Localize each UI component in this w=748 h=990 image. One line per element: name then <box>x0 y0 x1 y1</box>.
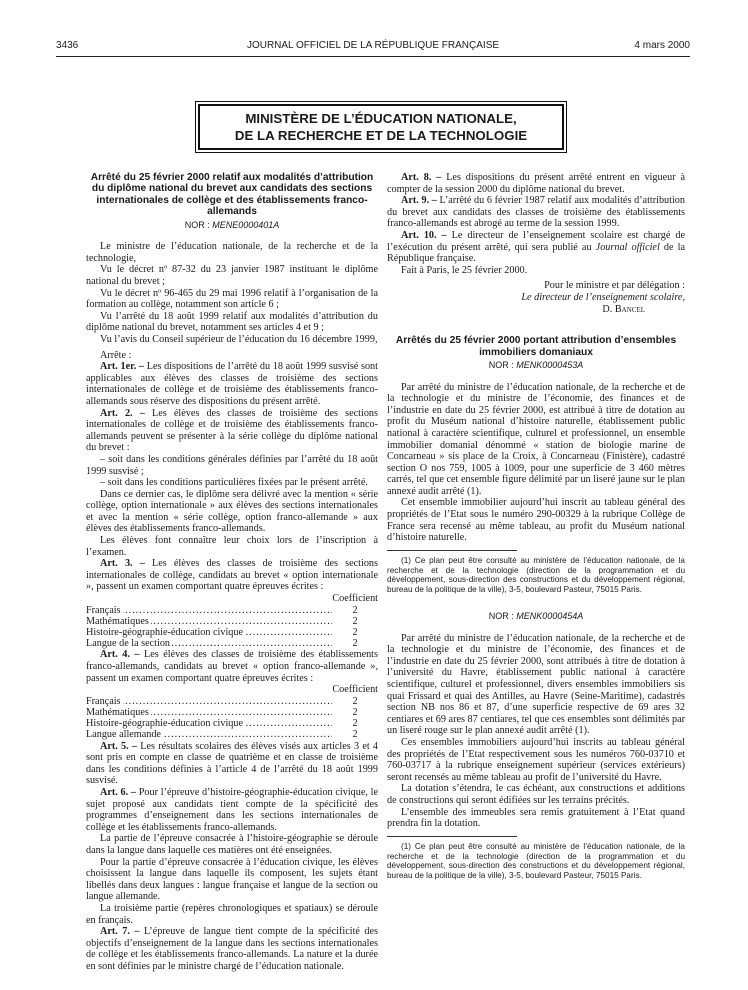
subject-label: Mathématiques <box>86 615 149 627</box>
table-row <box>86 627 378 638</box>
table-row <box>86 605 378 616</box>
header-rule <box>56 56 690 57</box>
preamble-line: Vu le décret nº 96-465 du 29 mai 1996 relatif à l’organisation de la formation au collège, notamment son article 6 ; <box>86 287 378 311</box>
table-row <box>86 729 378 740</box>
decree2-paragraph: La dotation s’étendra, le cas échéant, aux constructions et additions de constructions qui seront édifiées sur les terrains précités. <box>387 783 685 806</box>
table-row <box>86 718 378 729</box>
article-2-item: – soit dans les conditions générales définies par l’arrêté du 18 août 1999 susvisé ; <box>86 453 378 477</box>
nor-code: MENK0000454A <box>516 611 584 622</box>
article-5 <box>86 741 378 787</box>
footnote-rule <box>387 550 517 551</box>
article-6-paragraph: La partie de l’épreuve consacrée à l’histoire-géographie se déroule dans la langue dans laquelle ces matières ont été enseignées. <box>86 833 378 856</box>
article-9 <box>387 195 685 230</box>
nor-label: NOR : <box>184 219 213 230</box>
signature-line: Pour le ministre et par délégation : <box>544 280 685 292</box>
article-label: Art. 4. – <box>100 649 140 661</box>
right-column <box>387 172 685 881</box>
article-text: Pour l’épreuve d’histoire-géographie-éducation civique, le sujet proposé aux candidats tient compte de la spécificité des programmes d’enseignement dans les sections internationales de collège et les établissements franco-allemands. <box>86 787 378 833</box>
article-text: L’épreuve de langue tient compte de la spécificité des objectifs d’enseignement de la langue dans les sections internationales de collège et les établissements franco-allemands. La nature et la durée en sont définies par le ministre chargé de l’éducation nationale. <box>86 926 378 972</box>
article-2 <box>86 408 378 454</box>
preamble-line: Le ministre de l’éducation nationale, de la recherche et de la technologie, <box>86 241 378 264</box>
article-1 <box>86 361 378 407</box>
article-text: Les élèves des classes de troisième des sections internationales de collège, candidats au brevet « option internationale », passent un examen comportant quatre épreuves écrites : <box>86 558 378 593</box>
ministry-box <box>198 104 564 150</box>
article-6-paragraph: La troisième partie (repères chronologiques et spatiaux) se déroule en français. <box>86 902 378 926</box>
article-text: Le directeur de l’enseignement scolaire est chargé de l’exécution du présent arrêté, qui sera publié au <box>387 229 685 253</box>
article-6 <box>86 787 378 833</box>
article-text: Les élèves des classes de troisième des établissements franco-allemands, candidats au brevet « option franco-allemande », passent un examen comportant quatre épreuves écrites : <box>86 649 378 684</box>
article-4 <box>86 649 378 684</box>
art4-coefficient-table <box>86 696 378 741</box>
decree2-paragraph: Par arrêté du ministre de l’éducation nationale, de la recherche et de la technologie et du ministre de l’économie, des finances et de l’industrie en date du 25 février 2000, sont attribués à titre de dotation à l’université du Havre, établissement public national à caractère scientifique, culturel et professionnel, divers ensembles immobiliers sis quai Frissard et quai des Antilles, au Havre (Seine-Maritime), cadastrés section NB nos 86 et 87, d’une superficie respective de 69 ares 32 centiares et 69 ares 87 centiares, tel que ces ensembles sont délimités par un liseré rouge sur le plan annexé audit arrêté (1). <box>387 632 685 737</box>
journal-name: Journal officiel <box>595 241 660 253</box>
article-text: Les résultats scolaires des élèves visés aux articles 3 et 4 sont pris en compte en classe de quatrième et en classe de troisième dans les conditions définies à l’article 4 de l’arrêté du 18 août 1999 susvisé. <box>86 740 378 787</box>
subject-label: Français <box>86 604 121 616</box>
coefficient-header: Coefficient <box>332 684 378 696</box>
article-2-item: – soit dans les conditions particulières fixées par le présent arrêté. <box>100 477 368 489</box>
footnote: (1) Ce plan peut être consulté au ministère de l’éducation nationale, de la recherche et de la technologie (direction de la programmation et du développement, sous-direction des constructions et du développement régional, bureau de la politique de la ville), 3-5, boulevard Pasteur, 75015 Paris. <box>387 841 685 881</box>
decree1-nor <box>86 220 378 232</box>
ministry-line-2: DE LA RECHERCHE ET DE LA TECHNOLOGIE <box>234 128 528 143</box>
table-row <box>86 707 378 718</box>
article-8 <box>387 172 685 195</box>
arrete-label: Arrête : <box>100 349 132 361</box>
preamble-line: Vu l’avis du Conseil supérieur de l’éducation du 16 décembre 1999, <box>100 333 378 345</box>
table-row <box>86 638 378 649</box>
decree2-paragraph: Par arrêté du ministre de l’éducation nationale, de la recherche et de la technologie et du ministre de l’économie, des finances et de l’industrie en date du 25 février 2000, est attribué à titre de dotation au profit du Muséum national d’histoire naturelle, établissement public national à caractère scientifique, culturel et professionnel, un ensemble immobilier domanial dénommé « station de biologie marine de Concarneau » sis place de la Croix, à Concarneau (Finistère), cadastré section O nos 759, 1005 à 1009, pour une superficie de 3 460 mètres carrés, tel que cet ensemble figure délimité par un liseré jaune sur le plan annexé audit arrêté (1). <box>387 381 685 497</box>
decree2-title: Arrêtés du 25 février 2000 portant attribution d’ensembles immobiliers domaniaux <box>395 335 677 358</box>
coefficient-value: 2 <box>352 695 358 707</box>
article-2-paragraph: Les élèves font connaître leur choix lors de l’inscription à l’examen. <box>86 535 378 558</box>
article-text: Les élèves des classes de troisième des sections internationales de collège et de troisième des établissements franco-allemands peuvent se présenter à la série collège du diplôme national du brevet : <box>86 407 378 454</box>
nor-label: NOR : <box>488 359 517 370</box>
coefficient-value: 2 <box>352 627 358 639</box>
article-label: Art. 7. – <box>100 926 140 938</box>
decree1-title: Arrêté du 25 février 2000 relatif aux modalités d’attribution du diplôme national du brevet aux candidats des sections internationales de collège et des établissements franco-allemands <box>90 172 374 218</box>
article-text: L’arrêté du 6 février 1987 relatif aux modalités d’attribution du brevet aux candidats des classes de troisième des établissements franco-allemands est abrogé au terme de la session 1999. <box>387 195 685 230</box>
nor-code: MENK0000453A <box>516 359 584 370</box>
coefficient-value: 2 <box>352 638 358 650</box>
coefficient-value: 2 <box>352 707 358 719</box>
journal-title: JOURNAL OFFICIEL DE LA RÉPUBLIQUE FRANÇAISE <box>246 40 500 51</box>
article-2-paragraph: Dans ce dernier cas, le diplôme sera délivré avec la mention « série collège, option internationale » aux élèves des sections internationales et avec la mention « série collège, option franco-allemande » aux élèves des établissements franco-allemands. <box>86 488 378 535</box>
subject-label: Langue de la section <box>86 638 171 650</box>
subject-label: Mathématiques <box>86 707 149 719</box>
article-text: de la République française. <box>387 241 686 265</box>
table-row <box>86 696 378 707</box>
article-label: Art. 2. – <box>100 407 145 419</box>
coefficient-value: 2 <box>352 615 358 627</box>
done-at: Fait à Paris, le 25 février 2000. <box>401 264 528 276</box>
footnote-rule <box>387 836 517 837</box>
page-header <box>56 40 690 56</box>
footnote: (1) Ce plan peut être consulté au ministère de l’éducation nationale, de la recherche et de la technologie (direction de la programmation et du développement, sous-direction des constructions et du développement régional, bureau de la politique de la ville), 3-5, boulevard Pasteur, 75015 Paris. <box>387 555 685 595</box>
article-7 <box>86 926 378 972</box>
decree2-paragraph: Ces ensembles immobiliers aujourd’hui inscrits au tableau général des propriétés de l’Etat respectivement sous les numéros 760-03710 et 760-03717 à la rubrique enseignement supérieur (services extérieurs) seront recensés au même tableau au profit de l’université du Havre. <box>387 736 685 783</box>
preamble-line: Vu l’arrêté du 18 août 1999 relatif aux modalités d’attribution du diplôme national du brevet, notamment ses articles 4 et 9 ; <box>86 310 378 334</box>
article-text: Les dispositions de l’arrêté du 18 août 1999 susvisé sont applicables aux élèves des classes de troisième des sections internationales de collège et de troisième des établissements franco-allemands sous réserve des dispositions du présent arrêté. <box>86 361 378 407</box>
issue-date: 4 mars 2000 <box>634 40 690 51</box>
subject-label: Histoire-géographie-éducation civique <box>86 627 243 639</box>
article-6-paragraph: Pour la partie d’épreuve consacrée à l’éducation civique, les élèves choisissent la langue dans laquelle ils composent, les sujets étant libellés dans deux langues : langue française et langue de la section ou langue allemande. <box>86 856 378 903</box>
decree2-paragraph: L’ensemble des immeubles sera remis gratuitement à l’Etat quand prendra fin la dotation. <box>387 806 685 830</box>
preamble-line: Vu le décret nº 87-32 du 23 janvier 1987 instituant le diplôme national du brevet ; <box>86 264 378 287</box>
decree2-nor-1 <box>387 360 685 372</box>
ministry-line-1: MINISTÈRE DE L’ÉDUCATION NATIONALE, <box>245 111 517 126</box>
coefficient-value: 2 <box>352 729 358 741</box>
coefficient-header: Coefficient <box>332 593 378 605</box>
coefficient-value: 2 <box>352 718 358 730</box>
table-row <box>86 616 378 627</box>
article-text: Les dispositions du présent arrêté entrent en vigueur à compter de la session 2000 du diplôme national du brevet. <box>387 172 685 195</box>
article-label: Art. 5. – <box>100 740 138 752</box>
article-label: Art. 8. – <box>401 172 442 183</box>
decree2-nor-2 <box>387 611 685 623</box>
decree2-paragraph: Cet ensemble immobilier aujourd’hui inscrit au tableau général des propriétés de l’Etat sous le numéro 290-00329 à la rubrique Collège de France sera recensé au même tableau, au profit du Muséum national d’histoire naturelle. <box>387 497 685 544</box>
art3-coefficient-table <box>86 605 378 650</box>
article-label: Art. 6. – <box>100 787 137 798</box>
article-label: Art. 3. – <box>100 558 145 570</box>
article-10 <box>387 230 685 265</box>
article-label: Art. 9. – <box>401 195 437 207</box>
coefficient-value: 2 <box>352 604 358 616</box>
article-3 <box>86 558 378 593</box>
signatory-name: D. Bancel <box>602 303 645 315</box>
nor-code: MENE0000401A <box>212 219 280 230</box>
subject-label: Histoire-géographie-éducation civique <box>86 718 243 730</box>
article-label: Art. 1er. – <box>100 361 145 373</box>
left-column <box>86 172 378 973</box>
subject-label: Français <box>86 695 121 707</box>
page-number: 3436 <box>56 40 79 51</box>
subject-label: Langue allemande <box>86 729 161 741</box>
nor-label: NOR : <box>488 611 517 622</box>
signature-line: Le directeur de l’enseignement scolaire, <box>521 291 685 303</box>
article-label: Art. 10. – <box>401 229 447 241</box>
